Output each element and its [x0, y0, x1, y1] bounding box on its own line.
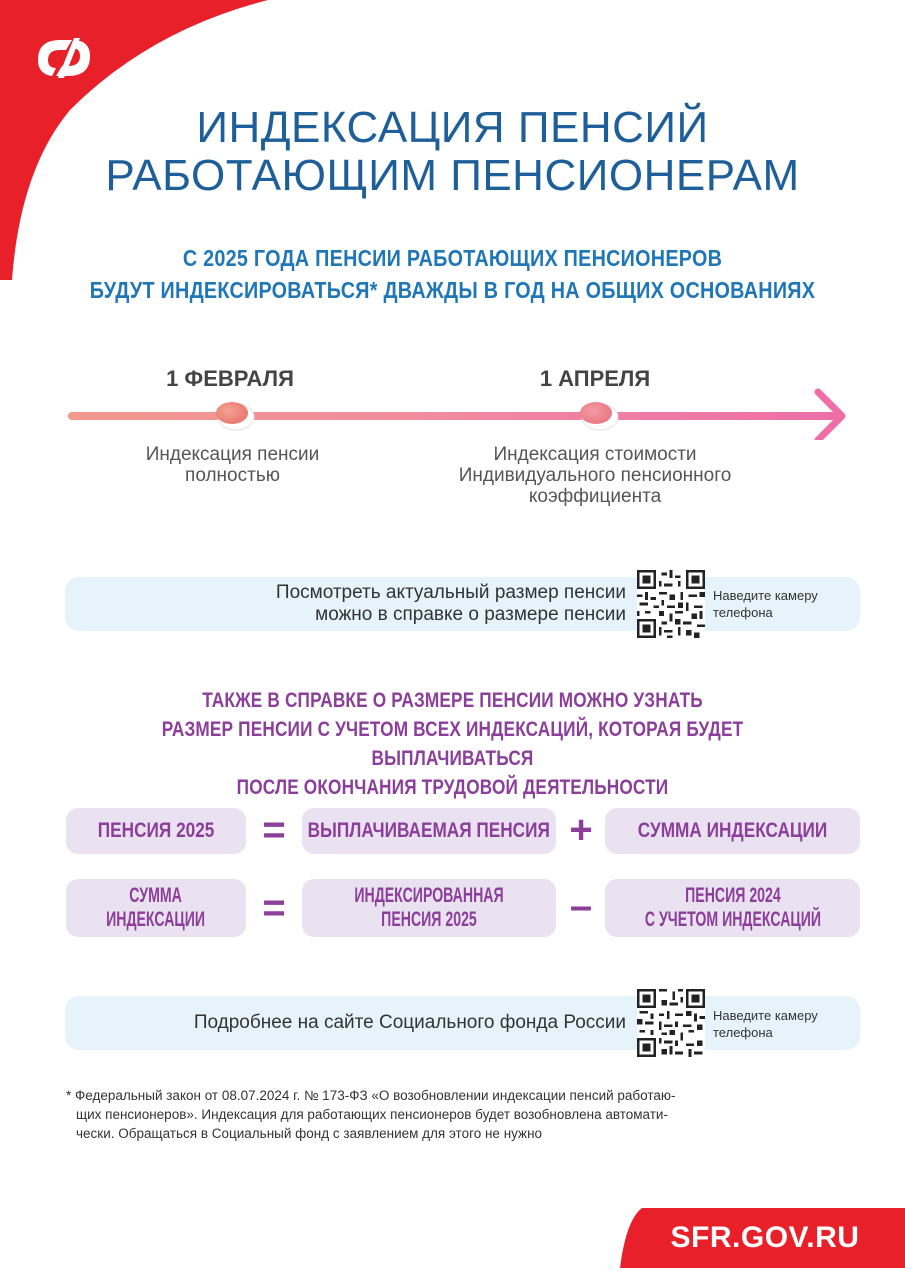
formula2-pension-2024-line-1: ПЕНСИЯ 2024	[684, 884, 781, 907]
pension-certificate-line-1: Посмотреть актуальный размер пенсии	[275, 582, 626, 603]
formula1-equals: =	[262, 808, 286, 852]
formula2-indexation-sum-line-2: ИНДЕКСАЦИИ	[106, 908, 206, 931]
pension-certificate-info	[65, 577, 860, 631]
sfr-logo-icon	[28, 28, 100, 88]
timeline-marker-2	[580, 402, 618, 430]
timeline-text-1-line-1: Индексация пенсии	[145, 444, 320, 465]
formula1-plus: +	[569, 808, 593, 852]
timeline-text-2-line-2: Индивидуального пенсионного	[458, 465, 732, 486]
timeline-date-1: 1 ФЕВРАЛЯ	[166, 366, 294, 391]
formula2-minus: –	[569, 884, 593, 928]
indexation-heading-line-1: ТАКЖЕ В СПРАВКЕ О РАЗМЕРЕ ПЕНСИИ МОЖНО УЗНАТЬ	[202, 689, 703, 712]
qr-hint-line-2: телефона	[713, 605, 773, 620]
formula1-paid-pension-label: ВЫПЛАЧИВАЕМАЯ ПЕНСИЯ	[307, 819, 551, 842]
timeline-text-1-line-2: полностью	[185, 465, 280, 486]
timeline-date-2: 1 АПРЕЛЯ	[539, 366, 651, 391]
formula2-pension-2024-line-2: С УЧЕТОМ ИНДЕКСАЦИЙ	[644, 908, 821, 931]
qr-code-icon[interactable]	[637, 570, 705, 638]
formula2-pension-2024	[605, 879, 860, 937]
formula2-indexation-sum-line-1: СУММА	[129, 884, 183, 907]
formula1-indexation-sum-label: СУММА ИНДЕКСАЦИИ	[637, 819, 828, 842]
formula2-indexed-pension	[302, 879, 556, 937]
timeline-arrow	[60, 380, 860, 440]
pension-certificate-line-2: можно в справке о размере пенсии	[315, 604, 626, 625]
timeline-text-2-line-3: коэффициента	[528, 486, 662, 507]
page-title	[0, 104, 905, 200]
title-line-2: РАБОТАЮЩИМ ПЕНСИОНЕРАМ	[105, 151, 800, 200]
qr-hint	[713, 587, 818, 621]
timeline-text-2	[400, 444, 790, 507]
footnote-line-1: * Федеральный закон от 08.07.2024 г. № 173-ФЗ «О возобновлении индексации пенсий работаю-	[66, 1088, 676, 1103]
indexation-heading-line-2: РАЗМЕР ПЕНСИИ С УЧЕТОМ ВСЕХ ИНДЕКСАЦИЙ, КОТОРАЯ БУДЕТ ВЫПЛАЧИВАТЬСЯ	[161, 718, 744, 770]
footnote-line-3: чески. Обращаться в Социальный фонд с заявлением для этого не нужно	[76, 1126, 543, 1141]
indexation-heading	[81, 686, 823, 802]
footnote	[66, 1086, 866, 1143]
formula2-indexed-pension-line-1: ИНДЕКСИРОВАННАЯ	[354, 884, 504, 907]
formula2-indexed-pension-line-2: ПЕНСИЯ 2025	[381, 908, 477, 931]
pension-certificate-text	[276, 582, 626, 626]
formula1-pension-2025	[66, 808, 246, 854]
subtitle	[63, 242, 841, 306]
site-link[interactable]: SFR.GOV.RU	[670, 1221, 860, 1254]
formula1-pension-2025-label: ПЕНСИЯ 2025	[97, 819, 215, 842]
sfr-website-text: Подробнее на сайте Социального фонда России	[193, 1012, 626, 1033]
indexation-heading-line-3: ПОСЛЕ ОКОНЧАНИЯ ТРУДОВОЙ ДЕЯТЕЛЬНОСТИ	[236, 776, 669, 799]
timeline-text-2-line-1: Индексация стоимости	[493, 444, 697, 465]
qr-hint-line-2: телефона	[713, 1025, 773, 1040]
formula2-equals: =	[262, 886, 286, 930]
footnote-line-2: щих пенсионеров». Индексация для работающих пенсионеров будет возобновлена автомати-	[76, 1107, 668, 1122]
subtitle-line-1: С 2025 ГОДА ПЕНСИИ РАБОТАЮЩИХ ПЕНСИОНЕРОВ	[182, 245, 723, 271]
qr-hint-line-1: Наведите камеру	[713, 588, 818, 603]
formula1-indexation-sum	[605, 808, 860, 854]
qr-hint	[713, 1007, 818, 1041]
subtitle-line-2: БУДУТ ИНДЕКСИРОВАТЬСЯ* ДВАЖДЫ В ГОД НА ОБЩИХ ОСНОВАНИЯХ	[89, 277, 816, 303]
timeline-text-1	[100, 444, 365, 486]
formula2-indexation-sum	[66, 879, 246, 937]
qr-hint-line-1: Наведите камеру	[713, 1008, 818, 1023]
qr-code-icon[interactable]	[637, 989, 705, 1057]
formula1-paid-pension	[302, 808, 556, 854]
sfr-website-info	[65, 996, 860, 1050]
title-line-1: ИНДЕКСАЦИЯ ПЕНСИЙ	[196, 103, 709, 152]
timeline-marker-1	[216, 402, 254, 430]
